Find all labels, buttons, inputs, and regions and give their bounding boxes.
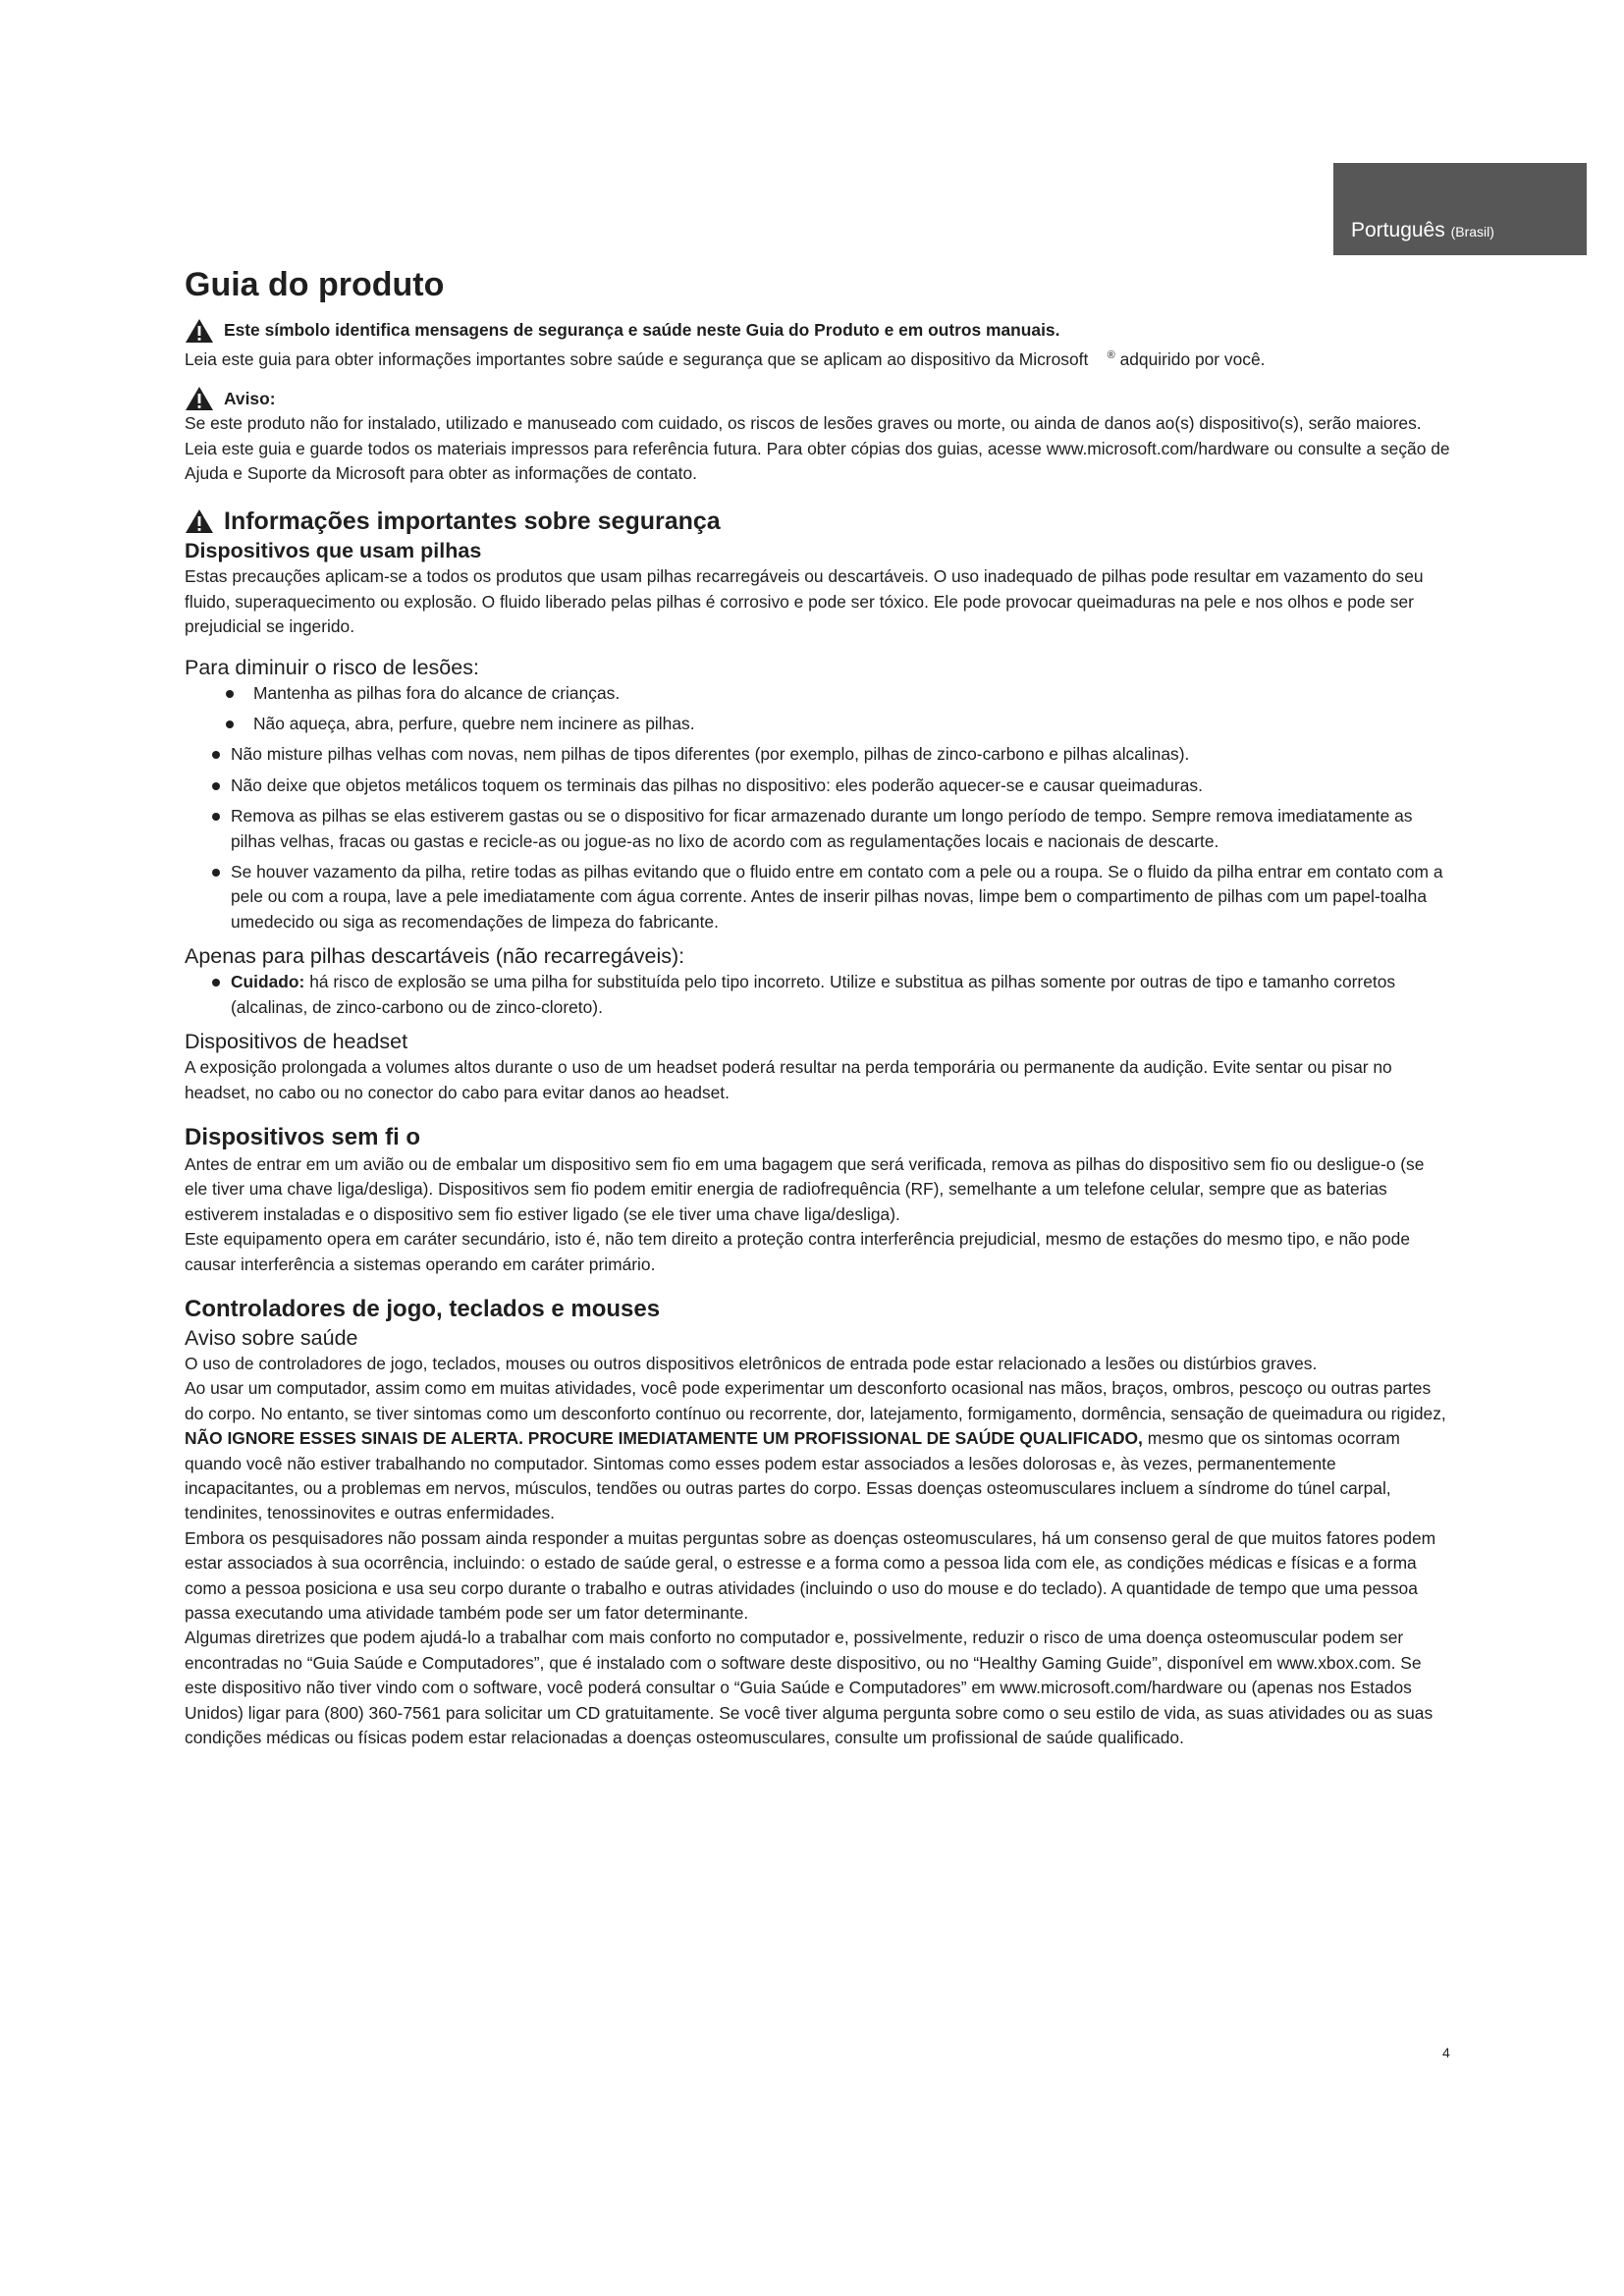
- list-item-text: Se houver vazamento da pilha, retire todas as pilhas evitando que o fluido entre em contato com a pele ou a roupa. Se o fluido da pilha entrar em contato com a pele ou com a roupa, lave a pele imediatamente com água corrente. Antes de inserir pilhas novas, limpe bem o compartimento de pilhas com um papel-toalha umedecido ou siga as recomendações de limpeza do fabricante.: [231, 862, 1443, 932]
- list-item-text: Não misture pilhas velhas com novas, nem pilhas de tipos diferentes (por exemplo, pilhas de zinco-carbono e pilhas alcalinas).: [231, 744, 1190, 765]
- health-warning-heading: Aviso sobre saúde: [185, 1325, 358, 1350]
- bullet-icon: [212, 979, 220, 987]
- list-item: [185, 712, 1451, 736]
- registered-mark: ®: [1107, 349, 1115, 361]
- warning-triangle-icon: [185, 318, 216, 344]
- wireless-paragraph-1: Antes de entrar em um avião ou de embalar um dispositivo sem fio em uma bagagem que será verificada, remova as pilhas do dispositivo sem fio ou desligue-o (se ele tiver uma chave liga/desliga). Dispositivos sem fio podem emitir energia de radiofrequência (RF), semelhante a um telefone celular, sempre que as baterias estiverem instaladas e o dispositivo sem fio estiver ligado (se ele tiver uma chave liga/desliga).: [185, 1153, 1425, 1224]
- bullet-icon: [226, 690, 234, 698]
- controllers-paragraph-1: O uso de controladores de jogo, teclados, mouses ou outros dispositivos eletrônicos de entrada pode estar relacionado a lesões ou distúrbios graves.: [185, 1353, 1318, 1373]
- safety-heading: [185, 506, 1451, 537]
- bullet-icon: [212, 869, 220, 877]
- disposable-list: [185, 970, 1451, 1020]
- language-label: Português: [1351, 219, 1445, 241]
- aviso-label: Aviso:: [224, 388, 276, 408]
- paragraph-text: mesmo que os sintomas ocorram quando você não estiver trabalhando no computador. Sintomas como esses podem estar associados a lesões dolorosas e, às vezes, permanentemente incapacitantes, ou a problemas em nervos, músculos, tendões ou outras partes do corpo. Essas doenças osteomusculares incluem a síndrome do túnel carpal, tendinites, tenossinovites e outras enfermidades.: [185, 1428, 1400, 1523]
- wireless-heading: Dispositivos sem fi o: [185, 1123, 421, 1150]
- controllers-paragraph-2: [185, 1376, 1451, 1525]
- bullet-icon: [226, 721, 234, 728]
- batteries-paragraph: Estas precauções aplicam-se a todos os produtos que usam pilhas recarregáveis ou descartáveis. O uso inadequado de pilhas pode resultar em vazamento do seu fluido, superaquecimento ou explosão. O fluido liberado pelas pilhas é corrosivo e pode ser tóxico. Ele pode provocar queimaduras na pele e nos olhos e pode ser prejudicial se ingerido.: [185, 566, 1424, 637]
- bullet-icon: [212, 782, 220, 790]
- list-item-text: Mantenha as pilhas fora do alcance de crianças.: [253, 682, 621, 703]
- reduce-risk-list: [185, 681, 1451, 737]
- controllers-paragraph-3: Embora os pesquisadores não possam ainda responder a muitas perguntas sobre as doenças osteomusculares, há um consenso geral de que muitos fatores podem estar associados à sua ocorrência, incluindo: o estado de saúde geral, o estresse e a forma como a pessoa lida com ele, as condições médicas e físicas e a forma como a pessoa posiciona e usa seu corpo durante o trabalho e outras atividades (incluindo o uso do mouse e do teclado). A quantidade de tempo que uma pessoa passa executando uma atividade também pode ser um fator determinante.: [185, 1527, 1436, 1624]
- symbol-note-text: Este símbolo identifica mensagens de segurança e saúde neste Guia do Produto e em outros manuais.: [224, 320, 1060, 341]
- controllers-paragraph-4: Algumas diretrizes que podem ajudá-lo a trabalhar com mais conforto no computador e, possivelmente, reduzir o risco de uma doença osteomuscular podem ser encontradas no “Guia Saúde e Computadores”, que é instalado com o software deste dispositivo, ou no “Healthy Gaming Guide”, disponível em www.xbox.com. Se este dispositivo não tiver vindo com o software, você poderá consultar o “Guia Saúde e Computadores” em www.microsoft.com/hardware ou (apenas nos Estados Unidos) ligar para (800) 360-7561 para solicitar um CD gratuitamente. Se você tiver alguma pergunta sobre como o seu estilo de vida, as suas atividades ou as suas condições médicas ou físicas podem estar relacionadas a doenças osteomusculares, consulte um profissional de saúde qualificado.: [185, 1628, 1434, 1748]
- controllers-heading: Controladores de jogo, teclados e mouses: [185, 1295, 661, 1322]
- list-item-text: Não deixe que objetos metálicos toquem os terminais das pilhas no dispositivo: eles poderão aquecer-se e causar queimaduras.: [231, 774, 1203, 795]
- alert-text: NÃO IGNORE ESSES SINAIS DE ALERTA. PROCURE IMEDIATAMENTE UM PROFISSIONAL DE SAÚDE QUALIFICADO,: [185, 1428, 1143, 1449]
- batteries-heading: Dispositivos que usam pilhas: [185, 539, 482, 563]
- wireless-paragraph-2: Este equipamento opera em caráter secundário, isto é, não tem direito a proteção contra interferência prejudicial, mesmo de estações do mesmo tipo, e não pode causar interferência a sistemas operando em caráter primário.: [185, 1229, 1410, 1274]
- warning-triangle-icon: [185, 508, 216, 534]
- disposable-heading: Apenas para pilhas descartáveis (não recarregáveis):: [185, 944, 685, 969]
- safety-heading-text: Informações importantes sobre segurança: [224, 507, 721, 536]
- page-number: 4: [1442, 2045, 1450, 2060]
- symbol-note: [185, 318, 1451, 344]
- aviso-heading: [185, 386, 1451, 411]
- intro-text-end: adquirido por você.: [1119, 348, 1266, 369]
- list-item: [185, 742, 1451, 767]
- list-item: [185, 804, 1451, 854]
- reduce-risk-heading: Para diminuir o risco de lesões:: [185, 655, 479, 679]
- bullet-icon: [212, 813, 220, 821]
- list-item-text: Não aqueça, abra, perfure, quebre nem incinere as pilhas.: [253, 714, 695, 734]
- bullet-icon: [212, 751, 220, 759]
- list-item: [185, 860, 1451, 934]
- caution-text: há risco de explosão se uma pilha for substituída pelo tipo incorreto. Utilize e substitua as pilhas somente por outras de tipo e tamanho corretos (alcalinas, de zinco-carbono ou de zinco-cloreto).: [231, 972, 1396, 1017]
- headset-paragraph: A exposição prolongada a volumes altos durante o uso de um headset poderá resultar na perda temporária ou permanente da audição. Evite sentar ou pisar no headset, no cabo ou no conector do cabo para evitar danos ao headset.: [185, 1057, 1392, 1102]
- language-region: (Brasil): [1450, 224, 1494, 240]
- list-item: [185, 970, 1451, 1020]
- headset-heading: Dispositivos de headset: [185, 1030, 408, 1054]
- warning-triangle-icon: [185, 386, 216, 411]
- list-item: [185, 774, 1451, 798]
- list-item: [185, 681, 1451, 706]
- caution-label: Cuidado:: [231, 972, 305, 992]
- list-item-text: Remova as pilhas se elas estiverem gastas ou se o dispositivo for ficar armazenado durante um longo período de tempo. Sempre remova imediatamente as pilhas velhas, fracas ou gastas e recicle-as ou jogue-as no lixo de acordo com as regulamentações locais e nacionais de descarte.: [231, 806, 1413, 851]
- intro-text: Leia este guia para obter informações importantes sobre saúde e segurança que se aplicam ao dispositivo da Microsoft: [185, 348, 1089, 369]
- aviso-paragraph: Se este produto não for instalado, utilizado e manuseado com cuidado, os riscos de lesões graves ou morte, ou ainda de danos ao(s) dispositivo(s), serão maiores. Leia este guia e guarde todos os materiais impressos para referência futura. Para obter cópias dos guias, acesse www.microsoft.com/hardware ou consulte a seção de Ajuda e Suporte da Microsoft para obter as informações de contato.: [185, 413, 1450, 484]
- battery-precautions-list: [185, 742, 1451, 934]
- language-tab: [1333, 163, 1587, 255]
- paragraph-text: Ao usar um computador, assim como em muitas atividades, você pode experimentar um desconforto ocasional nas mãos, braços, ombros, pescoço ou outras partes do corpo. No entanto, se tiver sintomas como um desconforto contínuo ou recorrente, dor, latejamento, formigamento, dormência, sensação de queimadura ou rigidez,: [185, 1378, 1446, 1423]
- page-title: Guia do produto: [185, 266, 445, 303]
- document-body: [185, 265, 1451, 1750]
- intro-paragraph: [185, 344, 1451, 372]
